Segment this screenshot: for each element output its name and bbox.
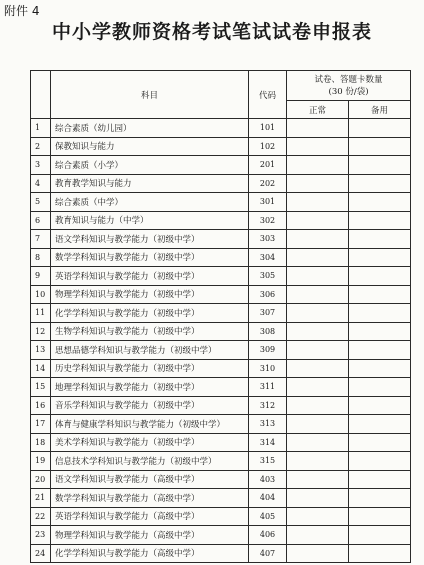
table-row <box>31 211 411 230</box>
spare-quantity-cell[interactable] <box>349 267 411 286</box>
table-row <box>31 470 411 489</box>
normal-quantity-cell[interactable] <box>287 248 349 267</box>
spare-quantity-cell[interactable] <box>349 230 411 249</box>
row-number: 17 <box>31 415 51 434</box>
subject-cell: 语文学科知识与教学能力（高级中学） <box>51 470 249 489</box>
row-number: 16 <box>31 396 51 415</box>
row-number: 14 <box>31 359 51 378</box>
code-cell: 313 <box>249 415 287 434</box>
normal-quantity-cell[interactable] <box>287 285 349 304</box>
row-number: 1 <box>31 119 51 138</box>
subject-cell: 语文学科知识与教学能力（初级中学） <box>51 230 249 249</box>
table-row <box>31 304 411 323</box>
normal-header: 正常 <box>287 101 349 119</box>
row-number: 6 <box>31 211 51 230</box>
spare-quantity-cell[interactable] <box>349 396 411 415</box>
code-cell: 308 <box>249 322 287 341</box>
subject-cell: 英语学科知识与教学能力（高级中学） <box>51 507 249 526</box>
row-number: 23 <box>31 526 51 545</box>
spare-quantity-cell[interactable] <box>349 544 411 563</box>
code-cell: 311 <box>249 378 287 397</box>
subject-cell: 生物学科知识与教学能力（初级中学） <box>51 322 249 341</box>
subject-cell: 化学学科知识与教学能力（初级中学） <box>51 304 249 323</box>
spare-quantity-cell[interactable] <box>349 359 411 378</box>
page-title: 中小学教师资格考试笔试试卷申报表 <box>51 21 372 43</box>
subject-cell: 体育与健康学科知识与教学能力（初级中学） <box>51 415 249 434</box>
table-row <box>31 507 411 526</box>
spare-quantity-cell[interactable] <box>349 341 411 360</box>
spare-quantity-cell[interactable] <box>349 526 411 545</box>
normal-quantity-cell[interactable] <box>287 304 349 323</box>
spare-quantity-cell[interactable] <box>349 470 411 489</box>
spare-quantity-cell[interactable] <box>349 137 411 156</box>
row-number: 11 <box>31 304 51 323</box>
code-cell: 305 <box>249 267 287 286</box>
table-row <box>31 267 411 286</box>
code-header: 代码 <box>249 71 287 119</box>
spare-quantity-cell[interactable] <box>349 248 411 267</box>
subject-cell: 综合素质（幼儿园） <box>51 119 249 138</box>
subject-header: 科目 <box>51 71 249 119</box>
code-cell: 101 <box>249 119 287 138</box>
row-number: 4 <box>31 174 51 193</box>
no-header <box>31 71 51 119</box>
subject-cell: 教育教学知识与能力 <box>51 174 249 193</box>
normal-quantity-cell[interactable] <box>287 119 349 138</box>
normal-quantity-cell[interactable] <box>287 156 349 175</box>
subject-cell: 综合素质（小学） <box>51 156 249 175</box>
subject-cell: 思想品德学科知识与教学能力（初级中学） <box>51 341 249 360</box>
normal-quantity-cell[interactable] <box>287 230 349 249</box>
row-number: 3 <box>31 156 51 175</box>
code-cell: 102 <box>249 137 287 156</box>
normal-quantity-cell[interactable] <box>287 378 349 397</box>
row-number: 8 <box>31 248 51 267</box>
quantity-header <box>287 71 411 101</box>
table-row <box>31 137 411 156</box>
quantity-header-line2: (30 份/袋) <box>328 86 369 97</box>
application-table <box>30 70 411 563</box>
attachment-label: 附件 4 <box>4 4 40 18</box>
normal-quantity-cell[interactable] <box>287 470 349 489</box>
normal-quantity-cell[interactable] <box>287 507 349 526</box>
subject-cell: 历史学科知识与教学能力（初级中学） <box>51 359 249 378</box>
table-row <box>31 359 411 378</box>
row-number: 19 <box>31 452 51 471</box>
row-number: 9 <box>31 267 51 286</box>
subject-cell: 信息技术学科知识与教学能力（初级中学） <box>51 452 249 471</box>
subject-cell: 数学学科知识与教学能力（高级中学） <box>51 489 249 508</box>
table-row <box>31 415 411 434</box>
code-cell: 309 <box>249 341 287 360</box>
subject-cell: 综合素质（中学） <box>51 193 249 212</box>
spare-quantity-cell[interactable] <box>349 156 411 175</box>
row-number: 10 <box>31 285 51 304</box>
subject-cell: 美术学科知识与教学能力（初级中学） <box>51 433 249 452</box>
table-row <box>31 544 411 563</box>
table-row <box>31 156 411 175</box>
spare-quantity-cell[interactable] <box>349 415 411 434</box>
table-row <box>31 174 411 193</box>
row-number: 7 <box>31 230 51 249</box>
code-cell: 314 <box>249 433 287 452</box>
code-cell: 303 <box>249 230 287 249</box>
normal-quantity-cell[interactable] <box>287 341 349 360</box>
normal-quantity-cell[interactable] <box>287 137 349 156</box>
normal-quantity-cell[interactable] <box>287 211 349 230</box>
code-cell: 301 <box>249 193 287 212</box>
subject-cell: 英语学科知识与教学能力（初级中学） <box>51 267 249 286</box>
subject-cell: 物理学科知识与教学能力（初级中学） <box>51 285 249 304</box>
code-cell: 315 <box>249 452 287 471</box>
subject-cell: 物理学科知识与教学能力（高级中学） <box>51 526 249 545</box>
normal-quantity-cell[interactable] <box>287 267 349 286</box>
spare-header: 备用 <box>349 101 411 119</box>
code-cell: 406 <box>249 526 287 545</box>
spare-quantity-cell[interactable] <box>349 489 411 508</box>
table-row <box>31 526 411 545</box>
spare-quantity-cell[interactable] <box>349 211 411 230</box>
row-number: 2 <box>31 137 51 156</box>
row-number: 22 <box>31 507 51 526</box>
table-row <box>31 433 411 452</box>
subject-cell: 教育知识与能力（中学） <box>51 211 249 230</box>
subject-cell: 保教知识与能力 <box>51 137 249 156</box>
spare-quantity-cell[interactable] <box>349 452 411 471</box>
spare-quantity-cell[interactable] <box>349 193 411 212</box>
quantity-header-line1: 试卷、答题卡数量 <box>314 74 383 85</box>
table-row <box>31 119 411 138</box>
code-cell: 403 <box>249 470 287 489</box>
code-cell: 310 <box>249 359 287 378</box>
normal-quantity-cell[interactable] <box>287 452 349 471</box>
normal-quantity-cell[interactable] <box>287 322 349 341</box>
spare-quantity-cell[interactable] <box>349 174 411 193</box>
table-row <box>31 322 411 341</box>
code-cell: 302 <box>249 211 287 230</box>
code-cell: 312 <box>249 396 287 415</box>
normal-quantity-cell[interactable] <box>287 544 349 563</box>
row-number: 18 <box>31 433 51 452</box>
normal-quantity-cell[interactable] <box>287 489 349 508</box>
table-row <box>31 193 411 212</box>
row-number: 12 <box>31 322 51 341</box>
spare-quantity-cell[interactable] <box>349 119 411 138</box>
code-cell: 407 <box>249 544 287 563</box>
normal-quantity-cell[interactable] <box>287 396 349 415</box>
spare-quantity-cell[interactable] <box>349 304 411 323</box>
row-number: 24 <box>31 544 51 563</box>
row-number: 5 <box>31 193 51 212</box>
spare-quantity-cell[interactable] <box>349 507 411 526</box>
normal-quantity-cell[interactable] <box>287 433 349 452</box>
code-cell: 202 <box>249 174 287 193</box>
normal-quantity-cell[interactable] <box>287 193 349 212</box>
code-cell: 307 <box>249 304 287 323</box>
table-row <box>31 230 411 249</box>
spare-quantity-cell[interactable] <box>349 433 411 452</box>
table-row <box>31 378 411 397</box>
code-cell: 404 <box>249 489 287 508</box>
normal-quantity-cell[interactable] <box>287 359 349 378</box>
spare-quantity-cell[interactable] <box>349 322 411 341</box>
code-cell: 201 <box>249 156 287 175</box>
code-cell: 304 <box>249 248 287 267</box>
table-row <box>31 341 411 360</box>
code-cell: 306 <box>249 285 287 304</box>
table-row <box>31 248 411 267</box>
table-row <box>31 452 411 471</box>
normal-quantity-cell[interactable] <box>287 415 349 434</box>
row-number: 21 <box>31 489 51 508</box>
normal-quantity-cell[interactable] <box>287 526 349 545</box>
table-row <box>31 285 411 304</box>
spare-quantity-cell[interactable] <box>349 285 411 304</box>
code-cell: 405 <box>249 507 287 526</box>
row-number: 13 <box>31 341 51 360</box>
table-row <box>31 489 411 508</box>
subject-cell: 音乐学科知识与教学能力（初级中学） <box>51 396 249 415</box>
row-number: 20 <box>31 470 51 489</box>
normal-quantity-cell[interactable] <box>287 174 349 193</box>
table-row <box>31 396 411 415</box>
row-number: 15 <box>31 378 51 397</box>
subject-cell: 地理学科知识与教学能力（初级中学） <box>51 378 249 397</box>
spare-quantity-cell[interactable] <box>349 378 411 397</box>
subject-cell: 化学学科知识与教学能力（高级中学） <box>51 544 249 563</box>
subject-cell: 数学学科知识与教学能力（初级中学） <box>51 248 249 267</box>
